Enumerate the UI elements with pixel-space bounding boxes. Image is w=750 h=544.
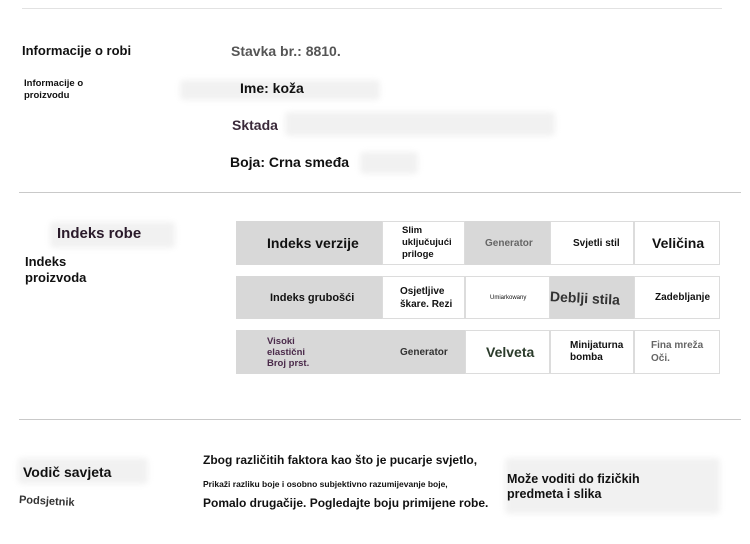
guide-line-2: Prikaži razliku boje i osobno subjektivno razumijevanje boje, — [203, 479, 448, 489]
index-cell: Visoki elastični Broj prst. — [236, 330, 382, 374]
index-cell: Generator — [382, 330, 465, 374]
item-number: Stavka br.: 8810. — [231, 43, 341, 59]
guide-line-1: Zbog različitih faktora kao što je pucarje svjetlo, — [203, 453, 478, 467]
index-cell: Slim uključujući priloge — [382, 221, 465, 265]
index-cell: Generator — [465, 221, 550, 265]
guide-side-note: Može voditi do fizičkih predmeta i slika — [507, 472, 640, 501]
section-divider-1 — [19, 192, 741, 193]
top-divider — [22, 8, 722, 9]
blur-decoration — [360, 152, 418, 174]
index-cell: Deblji stila — [550, 276, 634, 319]
index-cell: Velveta — [465, 330, 550, 374]
index-cell: Fina mreža Oči. — [634, 330, 720, 374]
index-cell: Indeks grubošći — [236, 276, 382, 319]
stock-label: Sktada — [232, 117, 278, 133]
index-cell: Veličina — [634, 221, 720, 265]
product-color: Boja: Crna smeđa — [230, 154, 350, 170]
section-guide-subtitle: Podsjetnik — [18, 494, 75, 509]
section-product-info-title: Informacije o robi — [22, 43, 132, 58]
index-cell: Indeks verzije — [236, 221, 382, 265]
blur-decoration — [285, 112, 555, 136]
index-cell: Osjetljive škare. Rezi — [382, 276, 465, 319]
section-guide-title: Vodič savjeta — [23, 464, 112, 480]
index-cell: Zadebljanje — [634, 276, 720, 319]
index-cell: Minijaturna bomba — [550, 330, 634, 374]
index-cell: Umiarkowany — [465, 276, 550, 319]
section-divider-2 — [19, 419, 741, 420]
section-index-title: Indeks robe — [57, 225, 142, 242]
section-product-info-subtitle: Informacije o proizvodu — [24, 78, 84, 101]
index-cell: Svjetli stil — [550, 221, 634, 265]
section-index-subtitle: Indeks proizvoda — [25, 254, 87, 285]
product-name: Ime: koža — [240, 80, 304, 96]
guide-line-3: Pomalo drugačije. Pogledajte boju primijene robe. — [203, 496, 489, 510]
